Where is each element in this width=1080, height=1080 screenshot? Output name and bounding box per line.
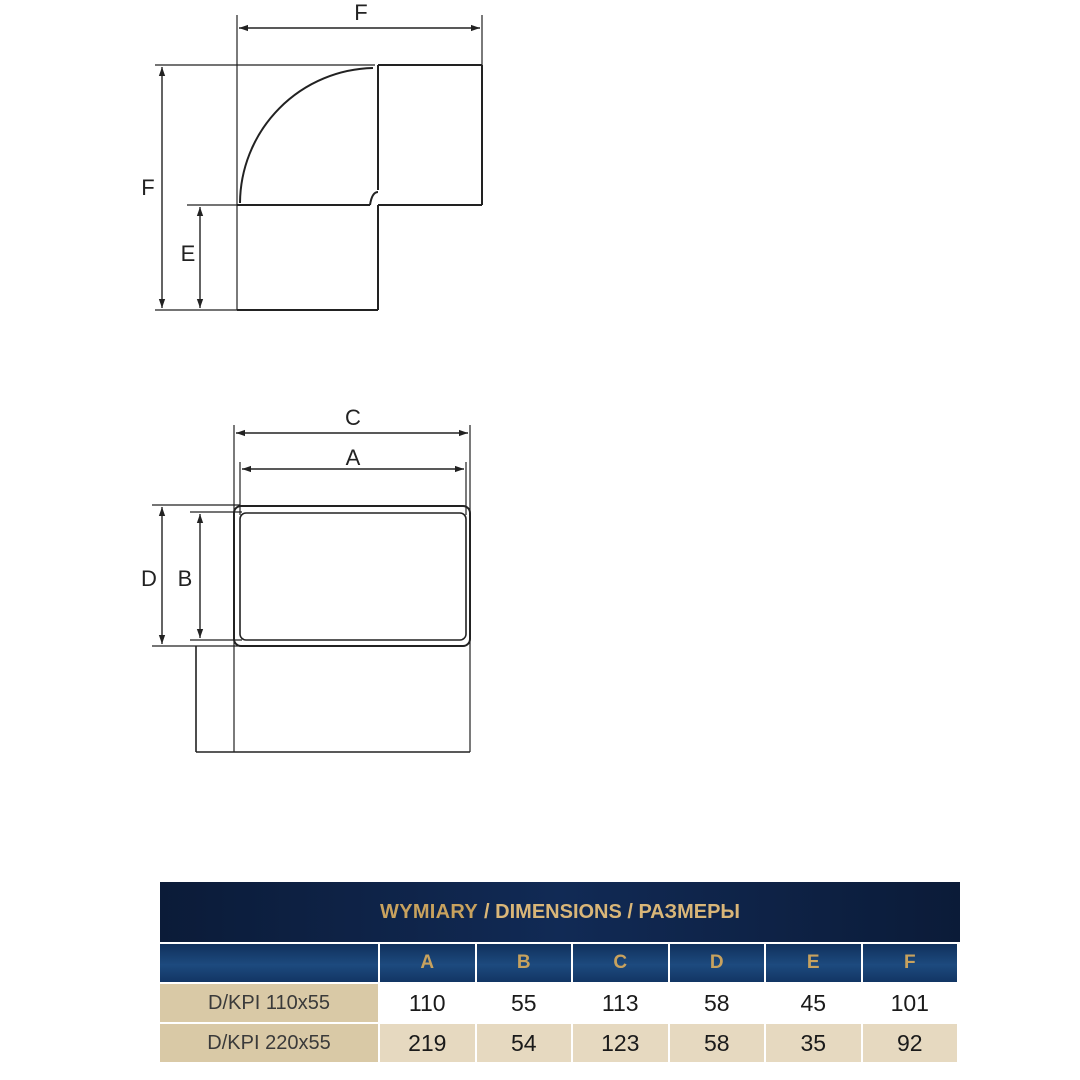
label-a: A [345, 445, 361, 470]
label-e: E [180, 241, 196, 266]
label-f-height: F [141, 175, 155, 200]
cell-b: 55 [477, 984, 572, 1022]
header-cell-c: C [573, 944, 668, 982]
cell-e: 35 [766, 1024, 861, 1062]
cell-c: 123 [573, 1024, 668, 1062]
cell-d: 58 [670, 984, 765, 1022]
label-c: C [345, 405, 361, 430]
cell-a: 110 [380, 984, 475, 1022]
cell-f: 92 [863, 1024, 958, 1062]
table-title-rest: / DIMENSIONS / РАЗМЕРЫ [484, 900, 740, 923]
cell-d: 58 [670, 1024, 765, 1062]
cell-a: 219 [380, 1024, 475, 1062]
cell-c: 113 [573, 984, 668, 1022]
header-cell-d: D [670, 944, 765, 982]
table-row [160, 984, 960, 1022]
section-dimension-arrows [162, 433, 468, 644]
header-cell-a: A [380, 944, 475, 982]
elbow-side-view [155, 15, 482, 310]
cell-b: 54 [477, 1024, 572, 1062]
label-b: B [177, 566, 193, 591]
cell-f: 101 [863, 984, 958, 1022]
row-name: D/KPI 110x55 [160, 984, 378, 1022]
label-f-width: F [354, 0, 368, 25]
dimensions-table [160, 882, 960, 1062]
label-d: D [141, 566, 157, 591]
header-cell-b: B [477, 944, 572, 982]
table-title-main: WYMIARY [380, 900, 479, 923]
header-cell-empty [160, 944, 378, 982]
cell-e: 45 [766, 984, 861, 1022]
table-header-row [160, 944, 960, 982]
header-cell-f: F [863, 944, 958, 982]
table-title-bar [160, 882, 960, 942]
table-row [160, 1024, 960, 1062]
row-name: D/KPI 220x55 [160, 1024, 378, 1062]
header-cell-e: E [766, 944, 861, 982]
elbow-dimension-arrows [162, 28, 480, 308]
